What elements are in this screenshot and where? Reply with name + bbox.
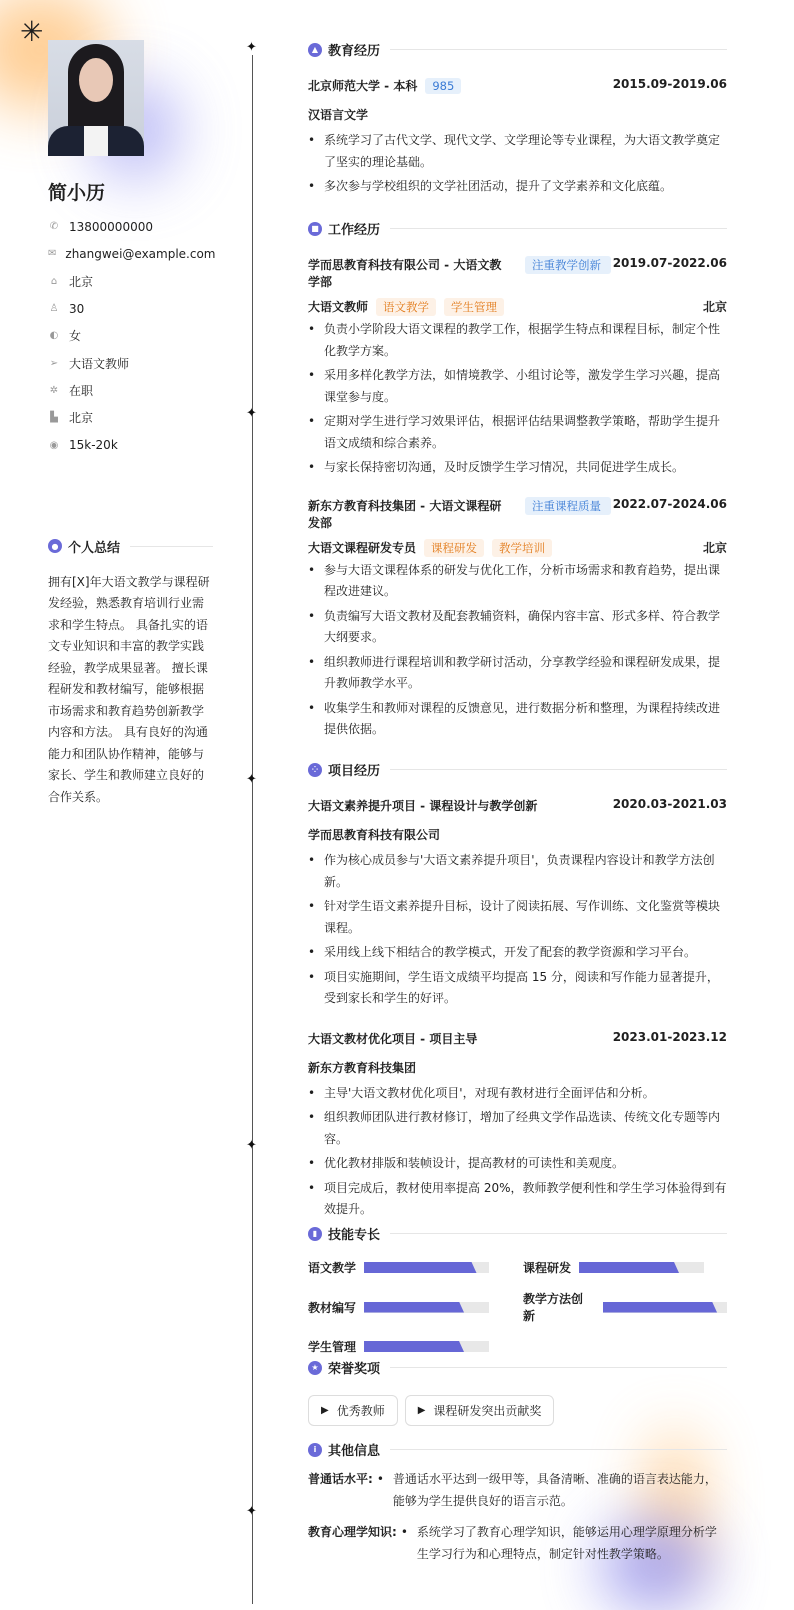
other-item [308, 1522, 727, 1565]
project-header [308, 797, 727, 814]
skill-name: 语文教学 [308, 1261, 357, 1275]
date: 2022.07-2024.06 [612, 496, 727, 511]
skill-item [308, 1259, 523, 1276]
timeline-star-icon: ✦ [246, 772, 257, 787]
skill-item [308, 1338, 523, 1355]
role-row [308, 539, 727, 557]
cake-icon: ♙ [49, 303, 59, 315]
list-item: • 针对学生语文素养提升目标，设计了阅读拓展、写作训练、文化鉴赏等模块课程。 [308, 896, 727, 939]
timeline-star-icon: ✦ [246, 1138, 257, 1153]
list-item: • 负责小学阶段大语文课程的教学工作，根据学生特点和课程目标，制定个性化教学方案。 [308, 319, 727, 362]
skill-bar [364, 1262, 489, 1273]
grid-icon: ⁘ [308, 763, 322, 777]
other-list [401, 1522, 727, 1565]
avatar [48, 40, 144, 156]
city: 北京 [702, 540, 727, 555]
project-name: 大语文教材优化项目 - 项目主导 [308, 1031, 478, 1046]
info-salary: ◉ 15k-20k [49, 438, 118, 453]
bullet-list [308, 560, 727, 741]
work-item [308, 497, 727, 741]
timeline-star-icon: ✦ [246, 1504, 257, 1519]
bullet-list [308, 1083, 727, 1221]
skill-bar [579, 1262, 704, 1273]
briefcase-icon: ■ [308, 222, 322, 236]
project-item [308, 797, 727, 1010]
award-label: 优秀教师 [336, 1404, 385, 1418]
role-wrap [308, 298, 504, 316]
city: 北京 [702, 300, 727, 314]
award-label: 课程研发突出贡献奖 [433, 1404, 542, 1418]
date: 2015.09-2019.06 [612, 77, 727, 91]
skill-name: 教学方法创新 [523, 1292, 584, 1323]
info-icon: i [308, 1443, 322, 1457]
list-item: • 项目实施期间，学生语文成绩平均提高 15 分，阅读和写作能力显著提升，受到家长和学生的好评。 [308, 967, 727, 1010]
award-badge[interactable] [308, 1395, 398, 1426]
awards-section [308, 1358, 727, 1426]
other-item [308, 1469, 727, 1512]
other-section [308, 1440, 727, 1565]
list-item: • 采用多样化教学方法，如情境教学、小组讨论等，激发学生学习兴趣，提高课堂参与度。 [308, 365, 727, 408]
skill-item [308, 1290, 523, 1324]
list-item: • 项目完成后，教材使用率提高 20%，教师教学便利性和学生学习体验得到有效提升。 [308, 1178, 727, 1221]
asterisk-icon: ✳ [20, 15, 44, 48]
other-list [377, 1469, 727, 1512]
list-item: • 组织教师进行课程培训和教学研讨活动，分享教学经验和课程研发成果，提升教师教学水平。 [308, 652, 727, 695]
list-item: • 优化教材排版和装帧设计，提高教材的可读性和美观度。 [308, 1153, 727, 1175]
tag: 注重课程质量 [525, 497, 611, 515]
section-header: ★ 荣誉奖项 [308, 1358, 727, 1377]
list-item: • 系统学习了教育心理学知识，能够运用心理学原理分析学生学习行为和心理特点，制定针对性教学策略。 [401, 1522, 727, 1565]
other-label: 普通话水平: [308, 1472, 373, 1486]
list-item: • 多次参与学校组织的文学社团活动，提升了文学素养和文化底蕴。 [308, 176, 727, 198]
company-wrap [308, 497, 611, 531]
phone-icon: ✆ [49, 221, 59, 233]
list-item: • 普通话水平达到一级甲等，具备清晰、准确的语言表达能力，能够为学生提供良好的语言示范。 [377, 1469, 727, 1512]
skill-item [523, 1290, 727, 1324]
list-item: • 参与大语文课程体系的研发与优化工作，分析市场需求和教育趋势，提出课程改进建议。 [308, 560, 727, 603]
education-header [308, 77, 727, 94]
name: 简小历 [48, 182, 106, 204]
major: 汉语言文学 [308, 108, 369, 122]
tag: 教学培训 [492, 539, 552, 557]
list-item: • 收集学生和教师对课程的反馈意见，进行数据分析和整理，为课程持续改进提供依据。 [308, 698, 727, 741]
tag: 学生管理 [444, 298, 504, 316]
projects-section [308, 760, 727, 1221]
summary-text: 拥有[X]年大语文教学与课程研发经验，熟悉教育培训行业需求和学生特点。 具备扎实的语文专业知识和丰富的教学实践经验，教学成果显著。 擅长课程研发和教材编写，能够根据市场需求和教育趋势创新教学内容和方法。 具有良好的沟通能力和团队协作精神，能够与家长、学生和教师建立良好的合作关系。 [48, 574, 210, 804]
date: 2020.03-2021.03 [612, 797, 727, 811]
role-wrap [308, 539, 552, 557]
section-header: ▮ 技能专长 [308, 1224, 727, 1243]
info-location: ⌂ 北京 [48, 268, 213, 295]
role: 大语文课程研发专员 [308, 540, 417, 555]
skill-name: 学生管理 [308, 1340, 357, 1354]
skill-bar-fill [364, 1302, 464, 1313]
info-status: ✲ 在职 [49, 383, 94, 398]
company-wrap [308, 256, 611, 290]
list-item: • 主导'大语文教材优化项目'，对现有教材进行全面评估和分析。 [308, 1083, 727, 1105]
project-item [308, 1030, 727, 1221]
timeline-star-icon: ✦ [246, 406, 257, 421]
skill-name: 课程研发 [523, 1261, 572, 1275]
info-gender: ◐ 女 [49, 329, 82, 344]
mail-icon: ✉ [48, 248, 57, 260]
user-icon: ● [48, 539, 62, 553]
home-icon: ⌂ [50, 275, 58, 287]
section-header: ⁘ 项目经历 [308, 760, 727, 779]
skill-bar [364, 1341, 489, 1352]
summary-section [48, 537, 213, 809]
work-section [308, 219, 727, 741]
tag: 语文教学 [376, 298, 436, 316]
project-header [308, 1030, 727, 1047]
role: 大语文教师 [308, 300, 369, 314]
play-icon: ▶ [321, 1405, 329, 1416]
sidebar [48, 40, 216, 808]
bar-chart-icon: ▮ [308, 1227, 322, 1241]
company: 新东方教育科技集团 - 大语文课程研发部 [308, 498, 502, 530]
gear-icon: ✲ [49, 384, 59, 396]
tag: 课程研发 [424, 539, 484, 557]
section-header: ■ 工作经历 [308, 219, 727, 238]
info-city: ▙ 北京 [48, 404, 213, 431]
list-item: • 负责编写大语文教材及配套教辅资料，确保内容丰富、形式多样、符合教学大纲要求。 [308, 606, 727, 649]
list-item: • 与家长保持密切沟通，及时反馈学生学习情况，共同促进学生成长。 [308, 457, 727, 479]
timeline-line [252, 55, 253, 1604]
skill-item [523, 1259, 727, 1276]
info-phone: ✆ 13800000000 [49, 219, 153, 234]
skill-bar [603, 1302, 727, 1313]
list-item: • 系统学习了古代文学、现代文学、文学理论等专业课程，为大语文教学奠定了坚实的理论基础。 [308, 130, 727, 173]
work-item [308, 256, 727, 479]
info-age: ♙ 30 [49, 301, 85, 316]
company: 学而思教育科技有限公司 - 大语文教学部 [308, 258, 502, 289]
skill-name: 教材编写 [308, 1300, 357, 1315]
skills-section [308, 1224, 727, 1355]
skill-bar-fill [579, 1262, 679, 1273]
skill-bar [364, 1302, 489, 1313]
bullet-list [308, 319, 727, 479]
organization: 新东方教育科技集团 [308, 1060, 417, 1075]
section-header: ● 个人总结 [48, 537, 213, 556]
list-item: • 采用线上线下相结合的教学模式，开发了配套的教学资源和学习平台。 [308, 942, 727, 964]
coin-icon: ◉ [49, 439, 59, 451]
date: 2023.01-2023.12 [612, 1029, 727, 1044]
skill-bar-fill [364, 1341, 464, 1352]
list-item: • 定期对学生进行学习效果评估，根据评估结果调整教学策略，帮助学生提升语文成绩和综合素养。 [308, 411, 727, 454]
role-row [308, 298, 727, 316]
organization: 学而思教育科技有限公司 [308, 828, 441, 842]
building-icon: ▙ [50, 412, 58, 424]
info-email: ✉ zhangwei@example.com [48, 246, 216, 261]
list-item: • 作为核心成员参与'大语文素养提升项目'，负责课程内容设计和教学方法创新。 [308, 850, 727, 893]
tag: 985 [425, 78, 461, 94]
info-position: ➢ 大语文教师 [49, 356, 130, 371]
award-badge[interactable] [405, 1395, 555, 1426]
school: 北京师范大学 - 本科 [308, 79, 418, 93]
skill-bar-fill [603, 1302, 717, 1313]
section-header: i 其他信息 [308, 1440, 727, 1459]
section-header: ▲ 教育经历 [308, 40, 727, 59]
bullet-list [308, 850, 727, 1010]
list-item: • 组织教师团队进行教材修订，增加了经典文学作品选读、传统文化专题等内容。 [308, 1107, 727, 1150]
play-icon: ▶ [417, 1405, 426, 1416]
send-icon: ➢ [49, 357, 59, 369]
skill-bar-fill [364, 1262, 477, 1273]
education-section [308, 40, 727, 198]
work-header [308, 497, 727, 531]
timeline-star-icon: ✦ [246, 40, 257, 55]
date: 2019.07-2022.06 [612, 256, 727, 270]
graduation-cap-icon: ▲ [308, 43, 322, 57]
other-label: 教育心理学知识: [308, 1525, 397, 1539]
gender-icon: ◐ [49, 330, 59, 342]
tag: 注重教学创新 [525, 256, 611, 274]
work-header [308, 256, 727, 290]
award-icon: ★ [308, 1361, 322, 1375]
project-name: 大语文素养提升项目 - 课程设计与教学创新 [308, 799, 538, 813]
